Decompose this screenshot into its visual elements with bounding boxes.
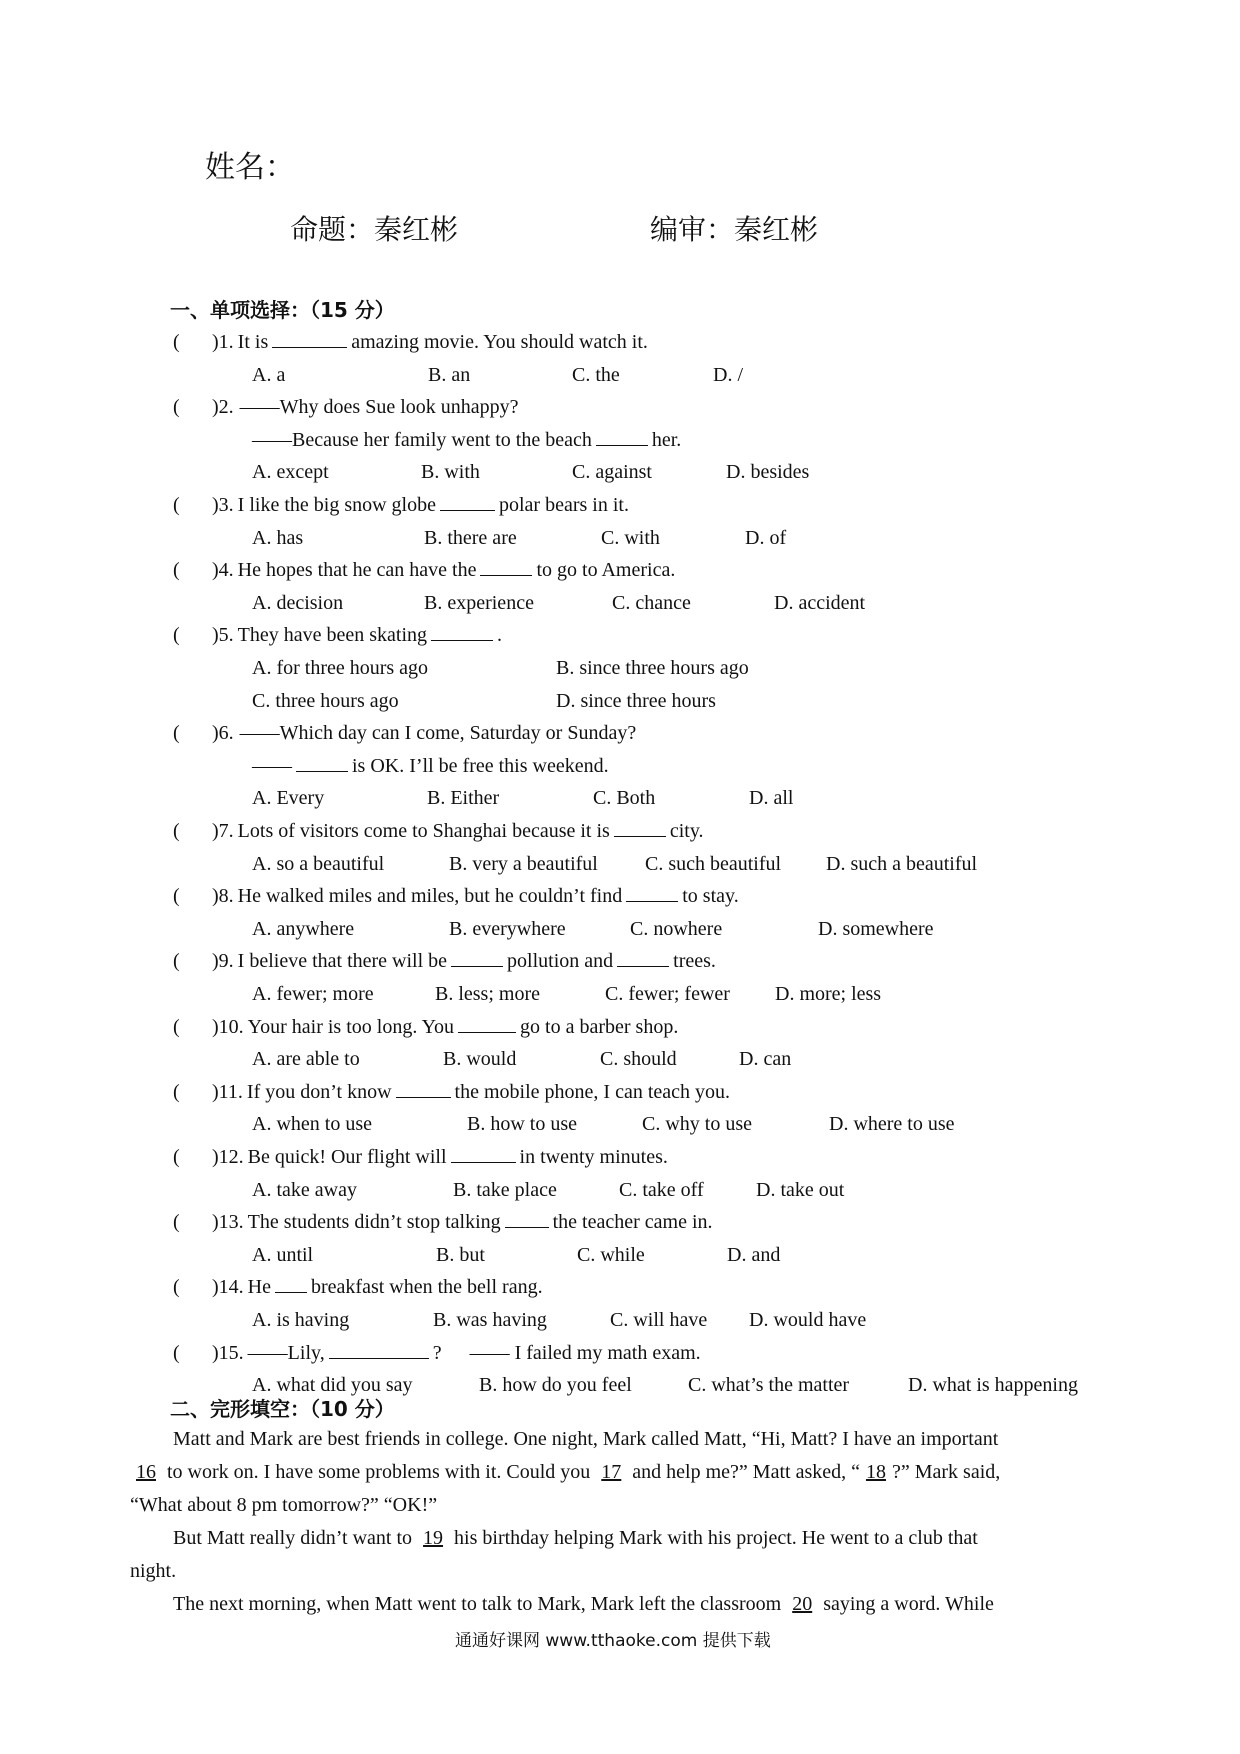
question-stem: go to a barber shop. (520, 1015, 679, 1038)
question-stem: is OK. I’ll be free this weekend. (352, 754, 609, 777)
option-b[interactable]: B. experience (424, 591, 534, 614)
question-stem: pollution and (507, 950, 614, 973)
option-a[interactable]: A. has (252, 526, 304, 549)
answer-blank[interactable] (617, 946, 669, 967)
question-number: )15. (212, 1341, 244, 1364)
answer-paren[interactable]: ( (173, 820, 180, 842)
option-c[interactable]: C. take off (619, 1178, 704, 1201)
answer-blank[interactable] (329, 1338, 429, 1359)
option-b[interactable]: B. how do you feel (479, 1374, 632, 1397)
answer-blank[interactable] (505, 1207, 549, 1228)
question-row (252, 424, 681, 457)
passage-text: ?” Mark said, (891, 1461, 1001, 1483)
answer-blank[interactable] (626, 881, 678, 902)
passage-text: his birthday helping Mark with his project. He went to a club that (454, 1527, 978, 1549)
cloze-paragraph-1 (130, 1423, 1110, 1456)
question-text (212, 1337, 701, 1370)
passage-text: and help me?” Matt asked, “ (632, 1461, 860, 1483)
question-stem: Be quick! Our flight will (247, 1146, 447, 1168)
question-stem: to stay. (682, 885, 739, 908)
option-c[interactable]: C. nowhere (630, 917, 723, 940)
answer-paren[interactable]: ( (173, 494, 180, 516)
option-b[interactable]: B. an (428, 363, 471, 386)
passage-text: “What about 8 pm tomorrow?” “OK!” (130, 1494, 438, 1516)
passage-text: to work on. I have some problems with it. Could you (167, 1461, 591, 1483)
option-d[interactable]: D. what is happening (908, 1374, 1078, 1397)
option-d[interactable]: D. accident (774, 591, 866, 614)
option-c[interactable]: C. why to use (642, 1113, 752, 1136)
option-b[interactable]: B. with (421, 461, 480, 484)
question-text (212, 880, 739, 913)
question-text (212, 717, 636, 750)
option-d[interactable]: D. somewhere (818, 917, 934, 940)
option-d[interactable]: D. and (727, 1243, 781, 1266)
option-d[interactable]: D. such a beautiful (826, 852, 978, 875)
question-number: )12. (212, 1146, 244, 1168)
question-stem: —— I failed my math exam. (469, 1341, 701, 1364)
question-stem: He hopes that he can have the (237, 559, 477, 582)
question-number: )10. (212, 1015, 244, 1038)
question-stem: He walked miles and miles, but he couldn’t find (237, 885, 623, 908)
question-number: )4. (212, 559, 234, 582)
question-number: )11. (212, 1080, 243, 1103)
question-stem: —— (252, 754, 292, 777)
option-a[interactable]: A. take away (252, 1178, 357, 1201)
option-a[interactable]: A. anywhere (252, 917, 355, 940)
option-c[interactable]: C. should (600, 1048, 677, 1071)
option-c[interactable]: C. against (572, 461, 652, 484)
question-stem: The students didn’t stop talking (247, 1211, 501, 1234)
question-stem: He (247, 1276, 271, 1299)
question-stem: Your hair is too long. You (247, 1015, 455, 1038)
option-a[interactable]: A. decision (252, 591, 344, 614)
question-stem: I like the big snow globe (237, 494, 436, 516)
option-d[interactable]: D. more; less (775, 983, 882, 1005)
option-b[interactable]: B. was having (433, 1309, 547, 1331)
question-text (212, 945, 716, 978)
question-number: )8. (212, 885, 234, 908)
answer-paren[interactable]: ( (173, 1211, 180, 1234)
option-a[interactable]: A. Every (252, 787, 325, 810)
option-c[interactable]: C. such beautiful (645, 852, 782, 875)
blank-19[interactable]: 19 (423, 1527, 444, 1549)
passage-text: saying a word. While (823, 1593, 994, 1615)
section-title-cloze: 二、完形填空：（10 分） (170, 1397, 395, 1421)
option-a[interactable]: A. what did you say (252, 1374, 413, 1397)
question-stem: Lots of visitors come to Shanghai because it is (237, 820, 610, 842)
option-d[interactable]: D. besides (726, 461, 810, 484)
option-d[interactable]: D. take out (756, 1178, 845, 1201)
answer-blank[interactable] (431, 620, 493, 641)
answer-blank[interactable] (614, 816, 666, 837)
option-b[interactable]: B. but (436, 1243, 485, 1266)
option-b[interactable]: B. everywhere (449, 917, 566, 940)
option-d[interactable]: D. since three hours (556, 689, 716, 712)
answer-paren[interactable]: ( (173, 1341, 180, 1364)
option-b[interactable]: B. Either (427, 787, 500, 810)
question-number: )9. (212, 950, 234, 973)
question-number: )5. (212, 624, 234, 647)
answer-blank[interactable] (451, 946, 503, 967)
option-c[interactable]: C. the (572, 363, 620, 386)
answer-paren[interactable]: ( (173, 885, 180, 908)
cloze-paragraph-3 (130, 1588, 1110, 1621)
question-number: )1. (212, 331, 234, 353)
blank-18[interactable]: 18 (865, 1461, 886, 1483)
question-stem: the mobile phone, I can teach you. (454, 1080, 731, 1103)
option-a[interactable]: A. until (252, 1243, 314, 1266)
question-text (212, 1206, 713, 1239)
question-number: )14. (212, 1276, 244, 1299)
blank-17[interactable]: 17 (601, 1461, 622, 1483)
answer-paren[interactable]: ( (173, 396, 180, 419)
question-stem: in twenty minutes. (519, 1146, 668, 1168)
question-text (212, 1141, 668, 1174)
option-a[interactable]: A. a (252, 363, 286, 386)
question-stem: ——Lily, (247, 1341, 325, 1364)
passage-text: The next morning, when Matt went to talk to Mark, Mark left the classroom (173, 1593, 782, 1615)
answer-blank[interactable] (396, 1077, 451, 1098)
option-c[interactable]: C. with (601, 526, 660, 549)
answer-paren[interactable]: ( (173, 1276, 180, 1299)
answer-blank[interactable] (296, 751, 348, 772)
question-text (212, 489, 629, 522)
question-stem: city. (669, 820, 704, 842)
footer-credit: 通通好课网 www.tthaoke.com 提供下载 (455, 1631, 771, 1651)
answer-blank[interactable] (451, 1142, 516, 1163)
answer-blank[interactable] (275, 1272, 307, 1293)
question-stem: ——Which day can I come, Saturday or Sunday? (239, 722, 637, 745)
answer-paren[interactable]: ( (173, 1080, 180, 1103)
blank-16[interactable]: 16 (136, 1461, 156, 1483)
option-a[interactable]: A. for three hours ago (252, 657, 429, 679)
question-text (212, 1011, 678, 1044)
option-b[interactable]: B. since three hours ago (556, 657, 749, 679)
passage-text: But Matt really didn’t want to (173, 1527, 413, 1549)
question-number: )2. (212, 396, 234, 419)
question-stem: ——Why does Sue look unhappy? (239, 396, 519, 419)
question-stem: ? (432, 1341, 442, 1364)
answer-blank[interactable] (272, 327, 347, 348)
option-a[interactable]: A. are able to (252, 1048, 360, 1071)
answer-blank[interactable] (480, 555, 532, 576)
option-d[interactable]: D. can (739, 1048, 792, 1071)
option-c[interactable]: C. what’s the matter (688, 1374, 850, 1397)
option-b[interactable]: B. would (443, 1048, 517, 1071)
question-number: )7. (212, 820, 234, 842)
question-stem: ——Because her family went to the beach (252, 428, 592, 451)
question-stem: They have been skating (237, 624, 428, 647)
question-text (212, 391, 519, 424)
cloze-paragraph-1-line-2 (130, 1456, 1110, 1489)
option-b[interactable]: B. how to use (467, 1113, 577, 1136)
question-text (212, 1076, 730, 1109)
option-d[interactable]: D. / (713, 363, 743, 386)
question-number: )6. (212, 722, 234, 745)
section-title-choice: 一、单项选择：（15 分） (170, 298, 395, 322)
option-b[interactable]: B. there are (424, 526, 517, 549)
answer-paren[interactable]: ( (173, 331, 180, 353)
question-number: )3. (212, 494, 234, 516)
question-number: )13. (212, 1211, 244, 1234)
option-a[interactable]: A. when to use (252, 1113, 372, 1136)
option-d[interactable]: D. all (749, 787, 794, 810)
option-c[interactable]: C. while (577, 1243, 645, 1266)
answer-paren[interactable]: ( (173, 1015, 180, 1038)
question-text (212, 1271, 543, 1304)
answer-paren[interactable]: ( (173, 722, 180, 745)
cloze-paragraph-1-line-3 (130, 1489, 1110, 1522)
question-stem: . (497, 624, 503, 647)
question-stem: trees. (673, 950, 716, 973)
option-c[interactable]: C. chance (612, 591, 691, 614)
cloze-paragraph-2-line-2 (130, 1555, 1110, 1588)
option-c[interactable]: C. will have (610, 1309, 708, 1331)
name-label: 姓名： (205, 150, 295, 185)
question-stem: amazing movie. You should watch it. (351, 331, 648, 353)
question-text (212, 619, 502, 652)
reviewer-credit: 编审：秦红彬 (650, 213, 819, 246)
answer-paren[interactable]: ( (173, 624, 180, 647)
passage-text: night. (130, 1560, 177, 1582)
option-b[interactable]: B. less; more (435, 983, 540, 1005)
question-text (212, 326, 648, 359)
answer-paren[interactable]: ( (173, 559, 180, 582)
question-row (252, 750, 609, 783)
passage-text: Matt and Mark are best friends in college. One night, Mark called Matt, “Hi, Matt? I have an important (173, 1428, 999, 1450)
option-d[interactable]: D. where to use (829, 1113, 955, 1136)
option-a[interactable]: A. is having (252, 1309, 350, 1331)
option-a[interactable]: A. fewer; more (252, 983, 374, 1005)
option-d[interactable]: D. would have (749, 1309, 867, 1331)
question-stem: It is (237, 331, 269, 353)
cloze-paragraph-2 (130, 1522, 1110, 1555)
question-stem: I believe that there will be (237, 950, 448, 973)
answer-blank[interactable] (596, 425, 648, 446)
question-stem: her. (651, 428, 682, 451)
option-a[interactable]: A. except (252, 461, 329, 484)
question-stem: to go to America. (536, 559, 676, 582)
question-text (212, 554, 675, 587)
question-stem: polar bears in it. (498, 494, 629, 516)
option-c[interactable]: C. three hours ago (252, 689, 399, 712)
blank-20[interactable]: 20 (792, 1593, 813, 1615)
answer-blank[interactable] (440, 490, 495, 511)
question-text (212, 815, 704, 848)
answer-blank[interactable] (458, 1012, 516, 1033)
answer-paren[interactable]: ( (173, 950, 180, 973)
option-c[interactable]: C. fewer; fewer (605, 983, 730, 1005)
question-stem: breakfast when the bell rang. (311, 1276, 543, 1299)
option-b[interactable]: B. very a beautiful (449, 852, 598, 875)
author-credit: 命题：秦红彬 (290, 213, 459, 246)
option-b[interactable]: B. take place (453, 1178, 557, 1201)
question-stem: If you don’t know (246, 1080, 392, 1103)
option-a[interactable]: A. so a beautiful (252, 852, 385, 875)
question-stem: the teacher came in. (552, 1211, 713, 1234)
option-d[interactable]: D. of (745, 526, 787, 549)
answer-paren[interactable]: ( (173, 1146, 180, 1168)
option-c[interactable]: C. Both (593, 787, 656, 810)
